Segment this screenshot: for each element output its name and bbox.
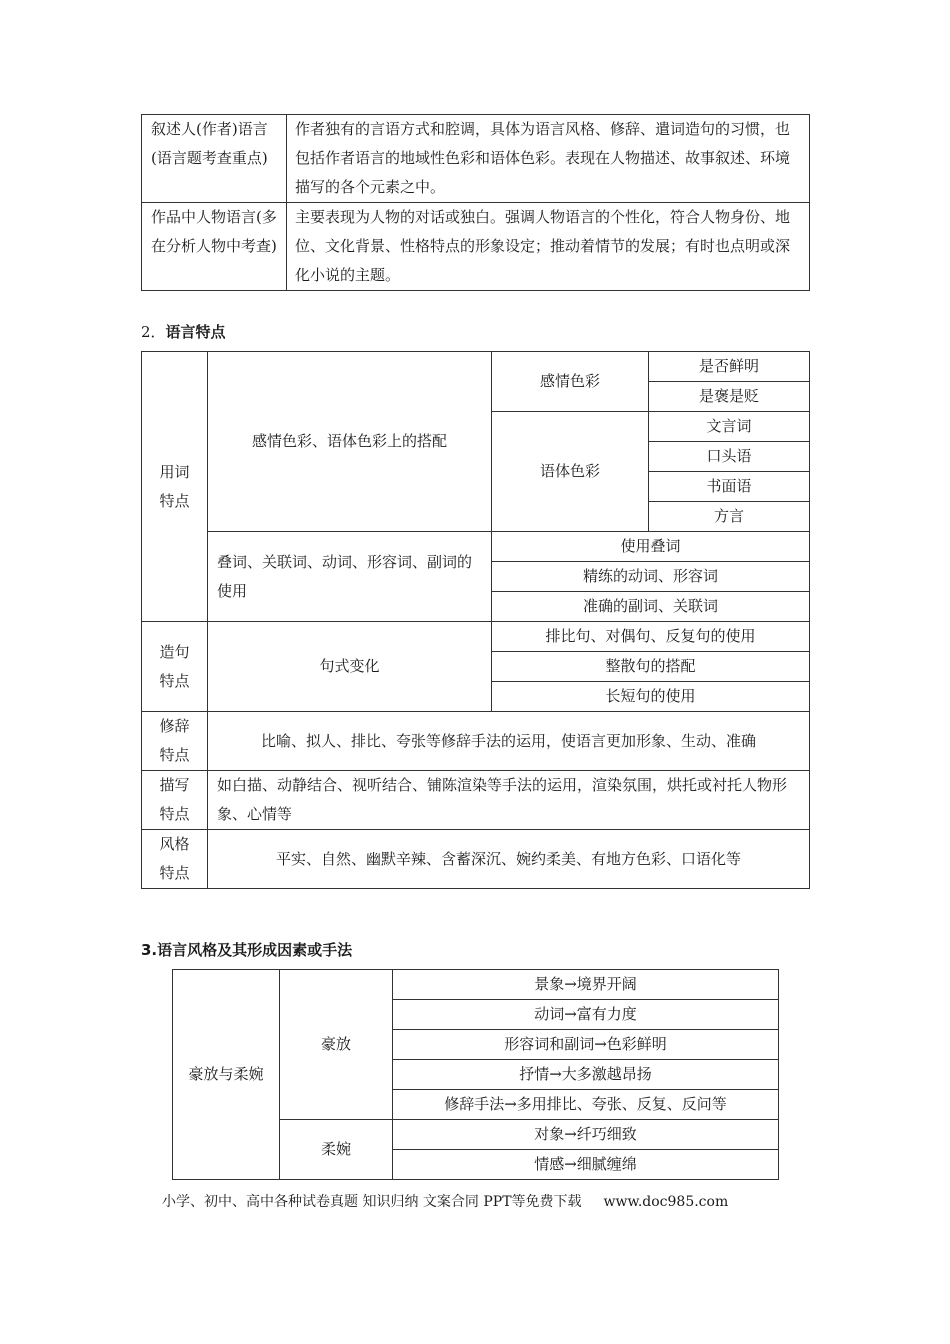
- item-cell: 文言词: [649, 412, 810, 442]
- table-row: [173, 970, 779, 1000]
- item-cell: 是褒是贬: [649, 382, 810, 412]
- description-cell: 如白描、动静结合、视听结合、铺陈渲染等手法的运用，渲染氛围，烘托或衬托人物形象、心情等: [208, 771, 810, 830]
- table-row: [142, 352, 810, 382]
- row-label: 叙述人(作者)语言(语言题考查重点): [142, 115, 287, 203]
- item-cell: 整散句的搭配: [492, 652, 810, 682]
- subfeature-cell: 语体色彩: [492, 412, 649, 532]
- item-cell: 长短句的使用: [492, 682, 810, 712]
- item-cell: 情感→细腻缠绵: [393, 1150, 779, 1180]
- table-row: [142, 203, 810, 291]
- section-title: 语言特点: [165, 323, 226, 341]
- table-row: [142, 830, 810, 889]
- footer-url[interactable]: www.doc985.com: [603, 1194, 729, 1210]
- feature-cell: 句式变化: [208, 622, 492, 712]
- item-cell: 抒情→大多激越昂扬: [393, 1060, 779, 1090]
- category-label: 修辞特点: [142, 712, 208, 771]
- feature-cell: 感情色彩、语体色彩上的搭配: [208, 352, 492, 532]
- language-features-table: [141, 351, 810, 889]
- row-description: 作者独有的言语方式和腔调，具体为语言风格、修辞、遣词造句的习惯，也包括作者语言的地域性色彩和语体色彩。表现在人物描述、故事叙述、环境描写的各个元素之中。: [287, 115, 810, 203]
- item-cell: 对象→纤巧细致: [393, 1120, 779, 1150]
- item-cell: 准确的副词、关联词: [492, 592, 810, 622]
- footer-text: 小学、初中、高中各种试卷真题 知识归纳 文案合同 PPT等免费下载: [162, 1194, 582, 1210]
- item-cell: 口头语: [649, 442, 810, 472]
- category-label: 风格特点: [142, 830, 208, 889]
- description-cell: 比喻、拟人、排比、夸张等修辞手法的运用，使语言更加形象、生动、准确: [208, 712, 810, 771]
- item-cell: 书面语: [649, 472, 810, 502]
- item-cell: 动词→富有力度: [393, 1000, 779, 1030]
- item-cell: 精练的动词、形容词: [492, 562, 810, 592]
- category-label: 用词特点: [142, 352, 208, 622]
- item-cell: 形容词和副词→色彩鲜明: [393, 1030, 779, 1060]
- narrative-language-table: [141, 114, 810, 291]
- item-cell: 使用叠词: [492, 532, 810, 562]
- table-row: [142, 532, 810, 562]
- table-row: [142, 712, 810, 771]
- style-label: 柔婉: [280, 1120, 393, 1180]
- style-label: 豪放: [280, 970, 393, 1120]
- section-number: 2．: [141, 323, 166, 341]
- section-heading: [141, 321, 226, 342]
- style-category: 豪放与柔婉: [173, 970, 280, 1180]
- item-cell: 景象→境界开阔: [393, 970, 779, 1000]
- category-label: 描写特点: [142, 771, 208, 830]
- language-style-table: [172, 969, 779, 1180]
- table-row: [142, 622, 810, 652]
- item-cell: 方言: [649, 502, 810, 532]
- table-row: [142, 771, 810, 830]
- section-heading: 3.语言风格及其形成因素或手法: [141, 941, 353, 959]
- table-row: [142, 115, 810, 203]
- footer: [162, 1191, 728, 1211]
- subfeature-cell: 感情色彩: [492, 352, 649, 412]
- row-description: 主要表现为人物的对话或独白。强调人物语言的个性化，符合人物身份、地位、文化背景、性格特点的形象设定；推动着情节的发展；有时也点明或深化小说的主题。: [287, 203, 810, 291]
- item-cell: 排比句、对偶句、反复句的使用: [492, 622, 810, 652]
- item-cell: 是否鲜明: [649, 352, 810, 382]
- feature-cell: 叠词、关联词、动词、形容词、副词的使用: [208, 532, 492, 622]
- description-cell: 平实、自然、幽默辛辣、含蓄深沉、婉约柔美、有地方色彩、口语化等: [208, 830, 810, 889]
- row-label: 作品中人物语言(多在分析人物中考查): [142, 203, 287, 291]
- category-label: 造句特点: [142, 622, 208, 712]
- item-cell: 修辞手法→多用排比、夸张、反复、反问等: [393, 1090, 779, 1120]
